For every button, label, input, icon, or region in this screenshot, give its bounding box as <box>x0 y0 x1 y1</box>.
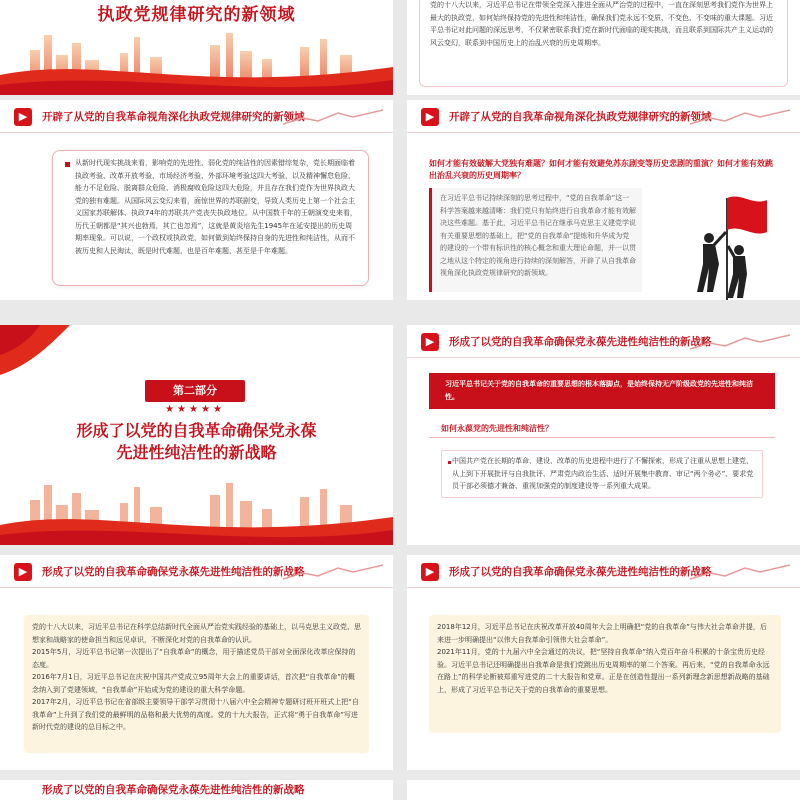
header-icon: ▶ <box>421 108 439 126</box>
slide-6 <box>407 325 800 545</box>
question-text: 如何才能有效破解大党独有难题？如何才能有效避免苏东剧变等历史悲剧的重演？如何才能有效跳出治乱兴衰的历史周期率？ <box>429 159 773 180</box>
paragraph: 党的十八大以来，习近平总书记在科学总结新时代全面从严治党实践经验的基础上，以马克思主义政党、思想家和战略家的使命担当和远见卓识，不断深化对党的自我革命的认识。 <box>32 623 361 644</box>
text-card <box>24 615 369 753</box>
header-title: 开辟了从党的自我革命视角深化执政党规律研究的新领域 <box>42 111 305 123</box>
header-title: 开辟了从党的自我革命视角深化执政党规律研究的新领域 <box>449 111 712 123</box>
paragraph: 2016年7月1日，习近平总书记在庆祝中国共产党成立95周年大会上的重要讲话，首次把“自我革命”的概念纳入到了党建领域，“自我革命”开始成为党的建设的重大科学命题。 <box>32 673 355 694</box>
body-text: 党的十八大以来，习近平总书记在带领全党深入推进全面从严治党的过程中，一直在深刻思考我们党作为世界上最大的执政党，如何始终保持党的先进性和纯洁性，确保我们党永远不变质、不变色、不变味的重大课题。习近平总书记对此问题的深远思考，不仅紧密联系我们党在新时代面临的现实挑战，而且联系到国际共产主义运动的风云变幻，联系到中国历史上的治乱兴衰的历史周期率。 <box>430 1 773 47</box>
header-title: 形成了以党的自我革命确保党永葆先进性纯洁性的新战略 <box>42 784 305 796</box>
city-skyline-graphic <box>0 465 393 545</box>
paragraph: 2017年2月，习近平总书记在省部级主要领导干部学习贯彻十八届六中全会精神专题研讨班开班式上把“自我革命”上升到了我们党的最鲜明的品格和最大优势的高度。党的十九大报告，正式将“勇于自我革命”写进新时代党的建设的总目标之中。 <box>32 698 359 731</box>
slide-3 <box>0 100 393 300</box>
flag-raising-figures-icon <box>669 192 769 300</box>
section-title: 形成了以党的自我革命确保党永葆 先进性纯洁性的新战略 <box>76 421 317 462</box>
body-text: 从新时代现实挑战来看，影响党的先进性、弱化党的纯洁性的因素错综复杂，党长期面临着执政考验、改革开放考验、市场经济考验、外部环境考验这四大考验，以及精神懈怠危险、能力不足危险、脱离群众危险、消极腐败危险这四大危险，并且存在我们党作为世界执政大党的独有难题。从国际风云变幻来看，面惊世界的苏联剧变，导致人类历史上第一个社会主义国家苏联解体、执政74年的苏联共产党丧失执政地位。从中国数千年的王朝演变史来看，历代王朝都是“其兴也勃焉，其亡也忽焉”，这就是黄炎培先生1945年在延安提出的历史周期率现象。可以说，一个政权或执政党，如何做到始终保持自身的先进性和纯洁性，从而不被历史和人民淘汰，既是时代难题，也是百年难题，甚至是千年难题。 <box>75 159 357 255</box>
bullet-icon <box>448 461 451 464</box>
great-wall-icon <box>283 108 383 126</box>
great-wall-icon <box>283 563 383 581</box>
paragraph: 2015年5月，习近平总书记第一次提出了“自我革命”的概念，用于描述党员干部对全面深化改革应保持的态度。 <box>32 648 356 669</box>
great-wall-icon <box>690 108 790 126</box>
header-icon: ▶ <box>421 333 439 351</box>
city-skyline-graphic <box>0 15 393 95</box>
slide-header <box>0 100 393 133</box>
header-title: 形成了以党的自我革命确保党永葆先进性纯洁性的新战略 <box>449 336 712 348</box>
slide-8 <box>407 555 800 770</box>
header-icon: ▶ <box>14 563 32 581</box>
section-badge: 第二部分 <box>145 380 245 402</box>
slide-4 <box>407 100 800 300</box>
text-card <box>52 150 369 286</box>
paragraph: 2018年12月，习近平总书记在庆祝改革开放40周年大会上明确把“党的自我革命”与伟大社会革命并提，后来进一步明确提出“以伟大自我革命引领伟大社会革命”。 <box>437 623 767 644</box>
slide-2 <box>407 0 800 95</box>
great-wall-icon <box>690 333 790 351</box>
slide-10 <box>407 780 800 800</box>
header-title: 形成了以党的自我革命确保党永葆先进性纯洁性的新战略 <box>42 566 305 578</box>
slide-7 <box>0 555 393 770</box>
text-card <box>429 615 781 733</box>
question-text: 如何永葆党的先进性和纯洁性？ <box>441 424 553 433</box>
bullet-icon <box>65 162 70 167</box>
slide-9 <box>0 780 393 800</box>
slide-header <box>407 100 800 133</box>
slide-1 <box>0 0 393 95</box>
slide-header <box>407 555 800 588</box>
header-icon: ▶ <box>14 108 32 126</box>
slide-header <box>407 325 800 358</box>
stars-decoration: ★★★★★ <box>165 404 225 415</box>
header-title: 形成了以党的自我革命确保党永葆先进性纯洁性的新战略 <box>449 566 712 578</box>
divider <box>429 437 775 438</box>
lead-banner <box>429 373 775 409</box>
text-card <box>419 0 788 87</box>
slide-title: 执政党规律研究的新领域 <box>97 5 296 25</box>
great-wall-icon <box>690 563 790 581</box>
slide-header <box>0 555 393 588</box>
lead-text: 习近平总书记关于党的自我革命的重要思想的根本落脚点，是始终保持无产阶级政党的先进性和纯洁性。 <box>445 380 753 401</box>
body-text: 在习近平总书记持续深刻的思考过程中，“党的自我革命”这一科学答案越来越清晰：我们党只有始终进行自我革命才能有效解决这些难题。基于此，习近平总书记在继承马克思主义建党学说有关重要思想的基础上，把“党的自我革命”提炼和升华成为党的建设的一个带有标识性的核心概念和重大理论命题，并一以贯之地从这个特定的视角进行持续的深刻解答，开辟了从自我革命视角深化执政党规律研究的新领域。 <box>440 194 636 277</box>
body-text: 中国共产党在长期的革命、建设、改革的历史进程中进行了不懈探索，形成了注重从思想上建党、从上到下开展批评与自我批评、严肃党内政治生活、适时开展集中教育、审记“两个务必”、要求党员干部必须德才兼备、重视加强党的制度建设等一系列重大成果。 <box>452 457 754 490</box>
text-card <box>429 188 642 292</box>
slide-5 <box>0 325 393 545</box>
body-text <box>32 621 361 734</box>
header-icon: ▶ <box>421 563 439 581</box>
paragraph: 2021年11月，党的十九届六中全会通过的决议，把“坚持自我革命”纳入党百年奋斗积累的十条宝贵历史经验。习近平总书记还明确提出自我革命是我们党跳出历史周期率的第二个答案。再后来，“党的自我革命永远在路上”的科学论断被郑重写进党的二十大报告和党章。正是在创造性提出一系列新理念新思想新战略的基础上，形成了习近平总书记关于党的自我革命的重要思想。 <box>437 648 770 694</box>
text-card <box>441 450 763 498</box>
body-text <box>437 621 773 696</box>
